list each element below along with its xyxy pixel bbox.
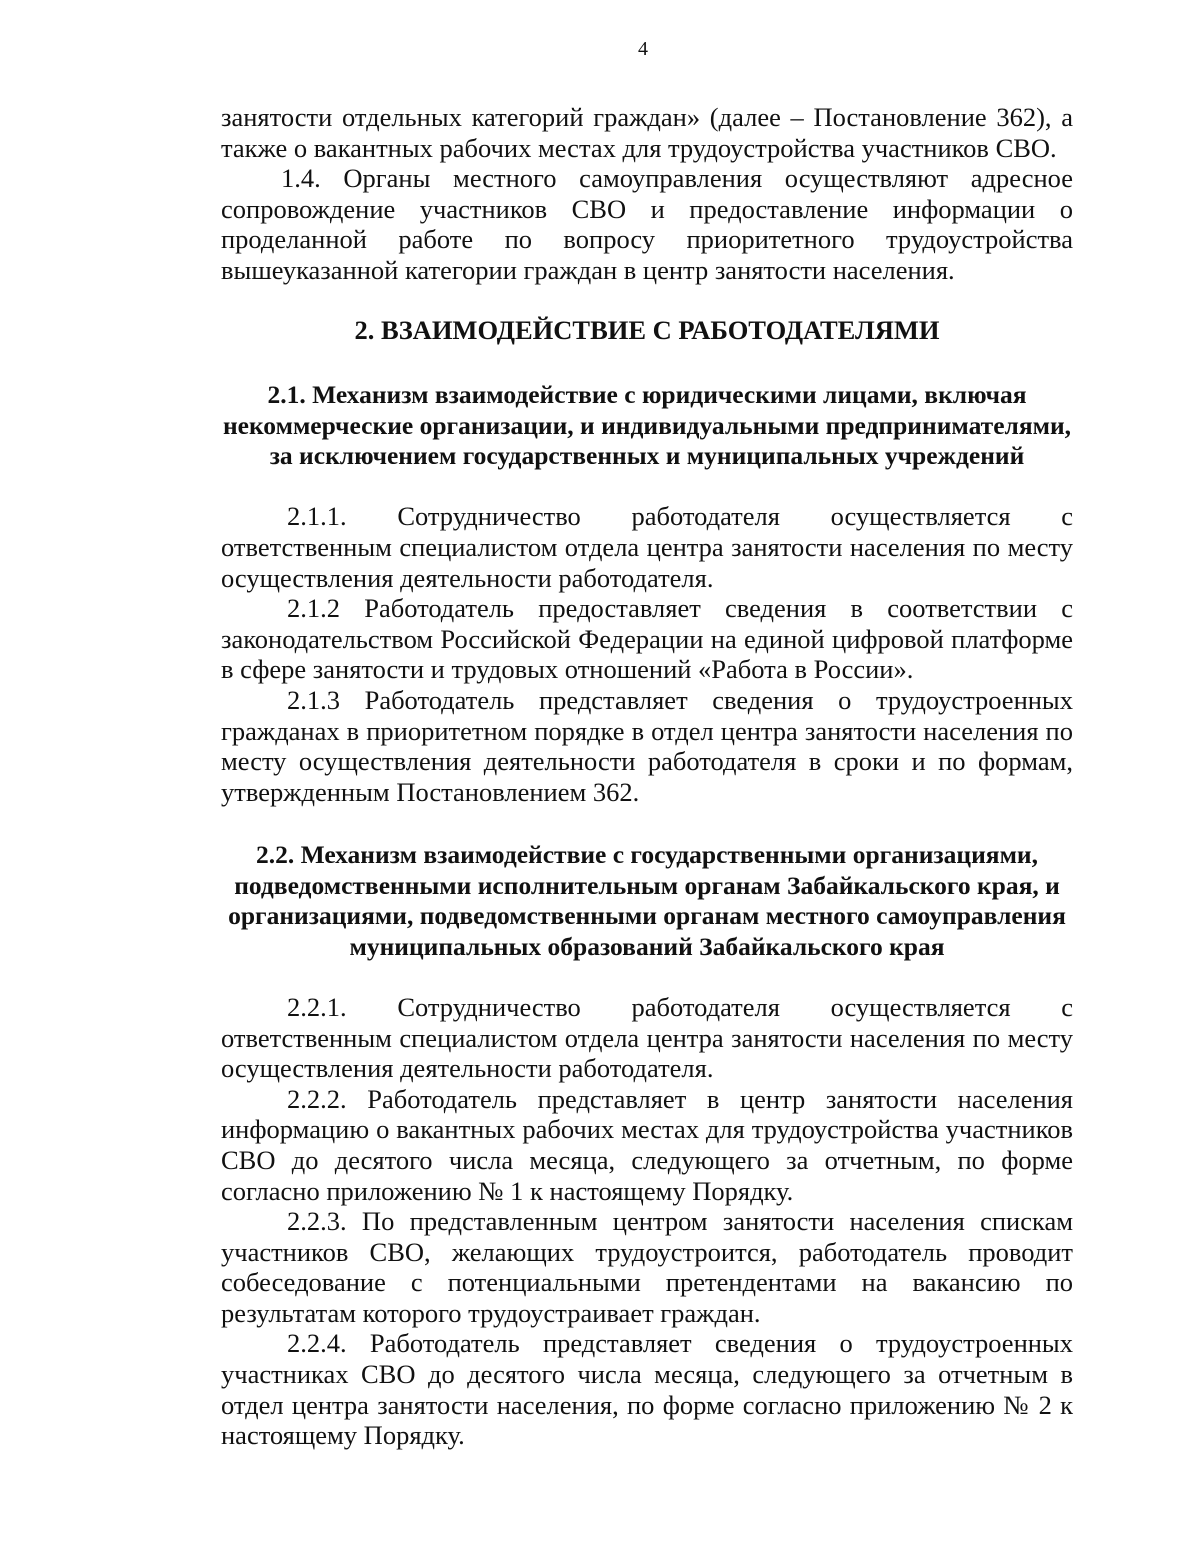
- paragraph-2-2-4: 2.2.4. Работодатель представляет сведения о трудоустроенных участниках СВО до десятого числа месяца, следующего за отчетным в отдел центра занятости населения, по форме согласно приложению № 2 к настоящему Порядку.: [221, 1328, 1073, 1451]
- subsection-2-2-heading: 2.2. Механизм взаимодействие с государственными организациями, подведомственными исполнительным органам Забайкальского края, и организациями, подведомственными органам местного самоуправления муниципальных образований Забайкальского края: [228, 840, 1066, 961]
- page-body: [221, 102, 1073, 1451]
- paragraph-2-1-1: 2.1.1. Сотрудничество работодателя осуществляется с ответственным специалистом отдела центра занятости населения по месту осуществления деятельности работодателя.: [221, 501, 1073, 593]
- paragraph-2-1-2: 2.1.2 Работодатель предоставляет сведения в соответствии с законодательством Российской Федерации на единой цифровой платформе в сфере занятости и трудовых отношений «Работа в России».: [221, 593, 1073, 685]
- section-2-heading: 2. ВЗАИМОДЕЙСТВИЕ С РАБОТОДАТЕЛЯМИ: [354, 314, 940, 345]
- paragraph-2-2-3: 2.2.3. По представленным центром занятости населения спискам участников СВО, желающих трудоустроится, работодатель проводит собеседование с потенциальными претендентами на вакансию по результатам которого трудоустраивает граждан.: [221, 1206, 1073, 1328]
- paragraph-2-2-2: 2.2.2. Работодатель представляет в центр занятости населения информацию о вакантных рабочих местах для трудоустройства участников СВО до десятого числа месяца, следующего за отчетным, по форме согласно приложению № 1 к настоящему Порядку.: [221, 1083, 1073, 1206]
- paragraph-1-4: 1.4. Органы местного самоуправления осуществляют адресное сопровождение участников СВО и предоставление информации о проделанной работе по вопросу приоритетного трудоустройства вышеуказанной категории граждан в центр занятости населения.: [221, 163, 1073, 285]
- page-number: 4: [638, 38, 648, 60]
- paragraph-2-2-1: 2.2.1. Сотрудничество работодателя осуществляется с ответственным специалистом отдела центра занятости населения по месту осуществления деятельности работодателя.: [221, 991, 1073, 1084]
- paragraph-2-1-3: 2.1.3 Работодатель представляет сведения о трудоустроенных гражданах в приоритетном порядке в отдел центра занятости населения по месту осуществления деятельности работодателя в сроки и по формам, утвержденным Постановлением 362.: [221, 684, 1073, 807]
- continued-paragraph: занятости отдельных категорий граждан» (далее – Постановление 362), а также о вакантных рабочих местах для трудоустройства участников СВО.: [221, 102, 1073, 163]
- subsection-2-1-heading: 2.1. Механизм взаимодействие с юридическими лицами, включая некоммерческие организации, и индивидуальными предпринимателями, за исключением государственных и муниципальных учреждений: [222, 380, 1072, 470]
